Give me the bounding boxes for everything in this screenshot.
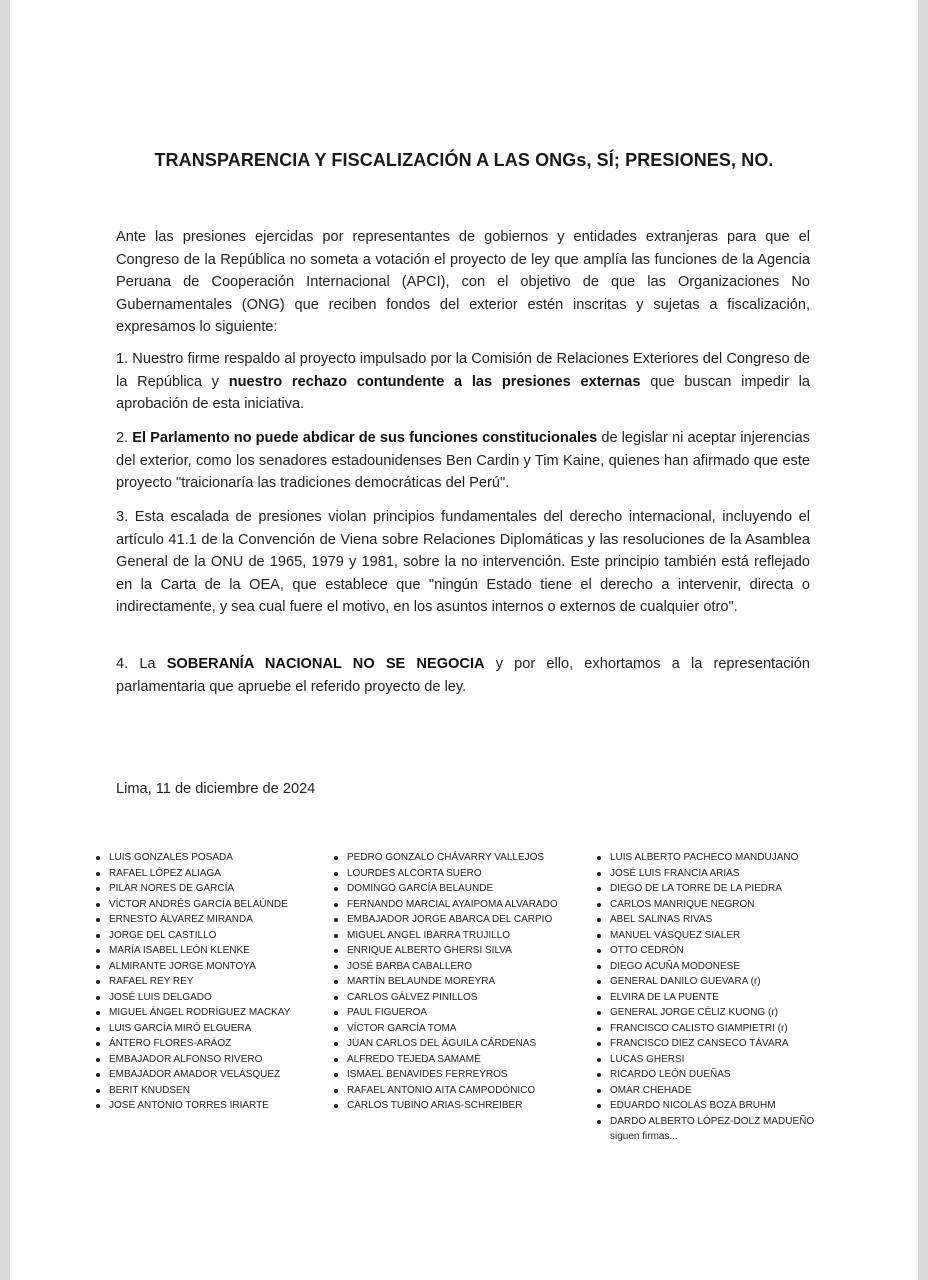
signatory: MIGUEL ANGEL IBARRA TRUJILLO <box>333 928 558 944</box>
signatory: GENERAL JORGE CÉLIZ KUONG (r) <box>596 1005 814 1021</box>
signatory: OTTO CEDRÓN <box>596 943 814 959</box>
signatory: RICARDO LEÓN DUEÑAS <box>596 1067 814 1083</box>
signatory: RAFAEL REY REY <box>95 974 290 990</box>
signatory: OMAR CHEHADE <box>596 1083 814 1099</box>
signatory: ELVIRA DE LA PUENTE <box>596 990 814 1006</box>
point-3: 3. Esta escalada de presiones violan principios fundamentales del derecho internacional, incluyendo el artículo 41.1 de la Convención de Viena sobre Relaciones Diplomáticas y las resoluciones de la Asamblea General de la ONU de 1965, 1979 y 1981, sobre la no intervención. Este principio también está reflejado en la Carta de la OEA, que establece que "ningún Estado tiene el derecho a intervenir, directa o indirectamente, y sea cual fuere el motivo, en los asuntos internos o externos de cualquier otro". <box>116 509 810 615</box>
signatory: JOSÉ LUIS DELGADO <box>95 990 290 1006</box>
signatory: EDUARDO NICOLÁS BOZA BRUHM <box>596 1098 814 1114</box>
signatory: EMBAJADOR ALFONSO RIVERO <box>95 1052 290 1068</box>
signatory: FRANCISCO DIEZ CANSECO TÁVARA <box>596 1036 814 1052</box>
signatory: BERIT KNUDSEN <box>95 1083 290 1099</box>
signatory: EMBAJADOR AMADOR VELÁSQUEZ <box>95 1067 290 1083</box>
signatory: JORGE DEL CASTILLO <box>95 928 290 944</box>
signatory: FERNANDO MARCIAL AYAIPOMA ALVARADO <box>333 897 558 913</box>
signatory: EMBAJADOR JORGE ABARCA DEL CARPIO <box>333 912 558 928</box>
point-2 <box>116 427 810 495</box>
signatory: FRANCISCO CALISTO GIAMPIETRI (r) <box>596 1021 814 1037</box>
point-2-bold: El Parlamento no puede abdicar de sus funciones constitucionales <box>132 430 598 446</box>
date-line: Lima, 11 de diciembre de 2024 <box>116 781 316 797</box>
signatory: ERNESTO ÁLVAREZ MIRANDA <box>95 912 290 928</box>
signatory: ABEL SALINAS RIVAS <box>596 912 814 928</box>
signatory: LOURDES ALCORTA SUERO <box>333 866 558 882</box>
more-signatures-note: siguen firmas... <box>610 1131 678 1142</box>
signatories-column-3 <box>596 850 814 1129</box>
signatory: LUIS GONZALES POSADA <box>95 850 290 866</box>
signatory: MARTÍN BELAUNDE MOREYRA <box>333 974 558 990</box>
signatory: MANUEL VÁSQUEZ SIALER <box>596 928 814 944</box>
signatory: GENERAL DANILO GUEVARA (r) <box>596 974 814 990</box>
signatory: JOSÉ BARBA CABALLERO <box>333 959 558 975</box>
point-1-text-a: 1. Nuestro firme respaldo al proyecto impulsado por la Comisión de Relaciones Exteriores del Congreso de la República y <box>116 351 810 390</box>
point-2-text-a: 2. <box>116 430 133 446</box>
intro-paragraph: Ante las presiones ejercidas por representantes de gobiernos y entidades extranjeras para que el Congreso de la República no someta a votación el proyecto de ley que amplía las funciones de la Agencia Peruana de Cooperación Internacional (APCI), con el objetivo de que las Organizaciones No Gubernamentales (ONG) que reciben fondos del exterior estén inscritas y sujetas a fiscalización, expresamos lo siguiente: <box>116 229 810 335</box>
signatory: LUCAS GHERSI <box>596 1052 814 1068</box>
point-4-text-b: y por ello, exhortamos a la representación parlamentaria que apruebe el referido proyecto de ley. <box>116 656 811 695</box>
point-4 <box>116 653 810 698</box>
signatory: JUAN CARLOS DEL ÁGUILA CÁRDENAS <box>333 1036 558 1052</box>
signatory: RAFAEL LÓPEZ ALIAGA <box>95 866 290 882</box>
point-1-bold: nuestro rechazo contundente a las presiones externas <box>228 373 641 390</box>
signatory: ENRIQUE ALBERTO GHERSI SILVA <box>333 943 558 959</box>
signatory: ISMAEL BENAVIDES FERREYROS <box>333 1067 558 1083</box>
signatory: PAUL FIGUEROA <box>333 1005 558 1021</box>
signatory: DOMINGO GARCÍA BELAUNDE <box>333 881 558 897</box>
signatory: LUIS ALBERTO PACHECO MANDUJANO <box>596 850 814 866</box>
signatory: DARDO ALBERTO LÓPEZ-DOLZ MADUEÑO <box>596 1114 814 1130</box>
signatory: DIEGO DE LA TORRE DE LA PIEDRA <box>596 881 814 897</box>
signatory: JOSÉ LUIS FRANCIA ARIAS <box>596 866 814 882</box>
signatories-column-1 <box>95 850 290 1114</box>
signatory: PEDRO GONZALO CHÁVARRY VALLEJOS <box>333 850 558 866</box>
signatory: ALFREDO TEJEDA SAMAMÉ <box>333 1052 558 1068</box>
signatory: CARLOS TUBINO ARIAS-SCHREIBER <box>333 1098 558 1114</box>
signatory: ALMIRANTE JORGE MONTOYA <box>95 959 290 975</box>
signatory: JOSÉ ANTONIO TORRES IRIARTE <box>95 1098 290 1114</box>
signatory: PILAR NORES DE GARCÍA <box>95 881 290 897</box>
signatory: LUIS GARCÍA MIRÓ ELGUERA <box>95 1021 290 1037</box>
point-2-text-b: de legislar ni aceptar injerencias del exterior, como los senadores estadounidenses Ben Cardin y Tim Kaine, quienes han afirmado que este proyecto "traicionaría las tradiciones democráticas del Perú". <box>116 430 810 491</box>
signatory: DIEGO ACUÑA MODONESE <box>596 959 814 975</box>
signatory: VÍCTOR GARCÍA TOMA <box>333 1021 558 1037</box>
signatory: ÁNTERO FLORES-ARÁOZ <box>95 1036 290 1052</box>
point-4-text-a: 4. La <box>116 656 167 672</box>
point-1-text-b: que buscan impedir la aprobación de esta iniciativa. <box>116 373 810 412</box>
signatory: MIGUEL ÁNGEL RODRÍGUEZ MACKAY <box>95 1005 290 1021</box>
signatories-column-2 <box>333 850 558 1114</box>
signatory: CARLOS MANRIQUE NEGRON <box>596 897 814 913</box>
document-title: TRANSPARENCIA Y FISCALIZACIÓN A LAS ONGs, SÍ; PRESIONES, NO. <box>154 150 774 170</box>
signatory: VÍCTOR ANDRÉS GARCÍA BELAÚNDE <box>95 897 290 913</box>
signatory: MARÍA ISABEL LEÓN KLENKE <box>95 943 290 959</box>
signatory: RAFAEL ANTONIO AITA CAMPODÓNICO <box>333 1083 558 1099</box>
signatory: CARLOS GÁLVEZ PINILLOS <box>333 990 558 1006</box>
point-1 <box>116 348 810 416</box>
point-4-bold: SOBERANÍA NACIONAL NO SE NEGOCIA <box>166 656 485 672</box>
